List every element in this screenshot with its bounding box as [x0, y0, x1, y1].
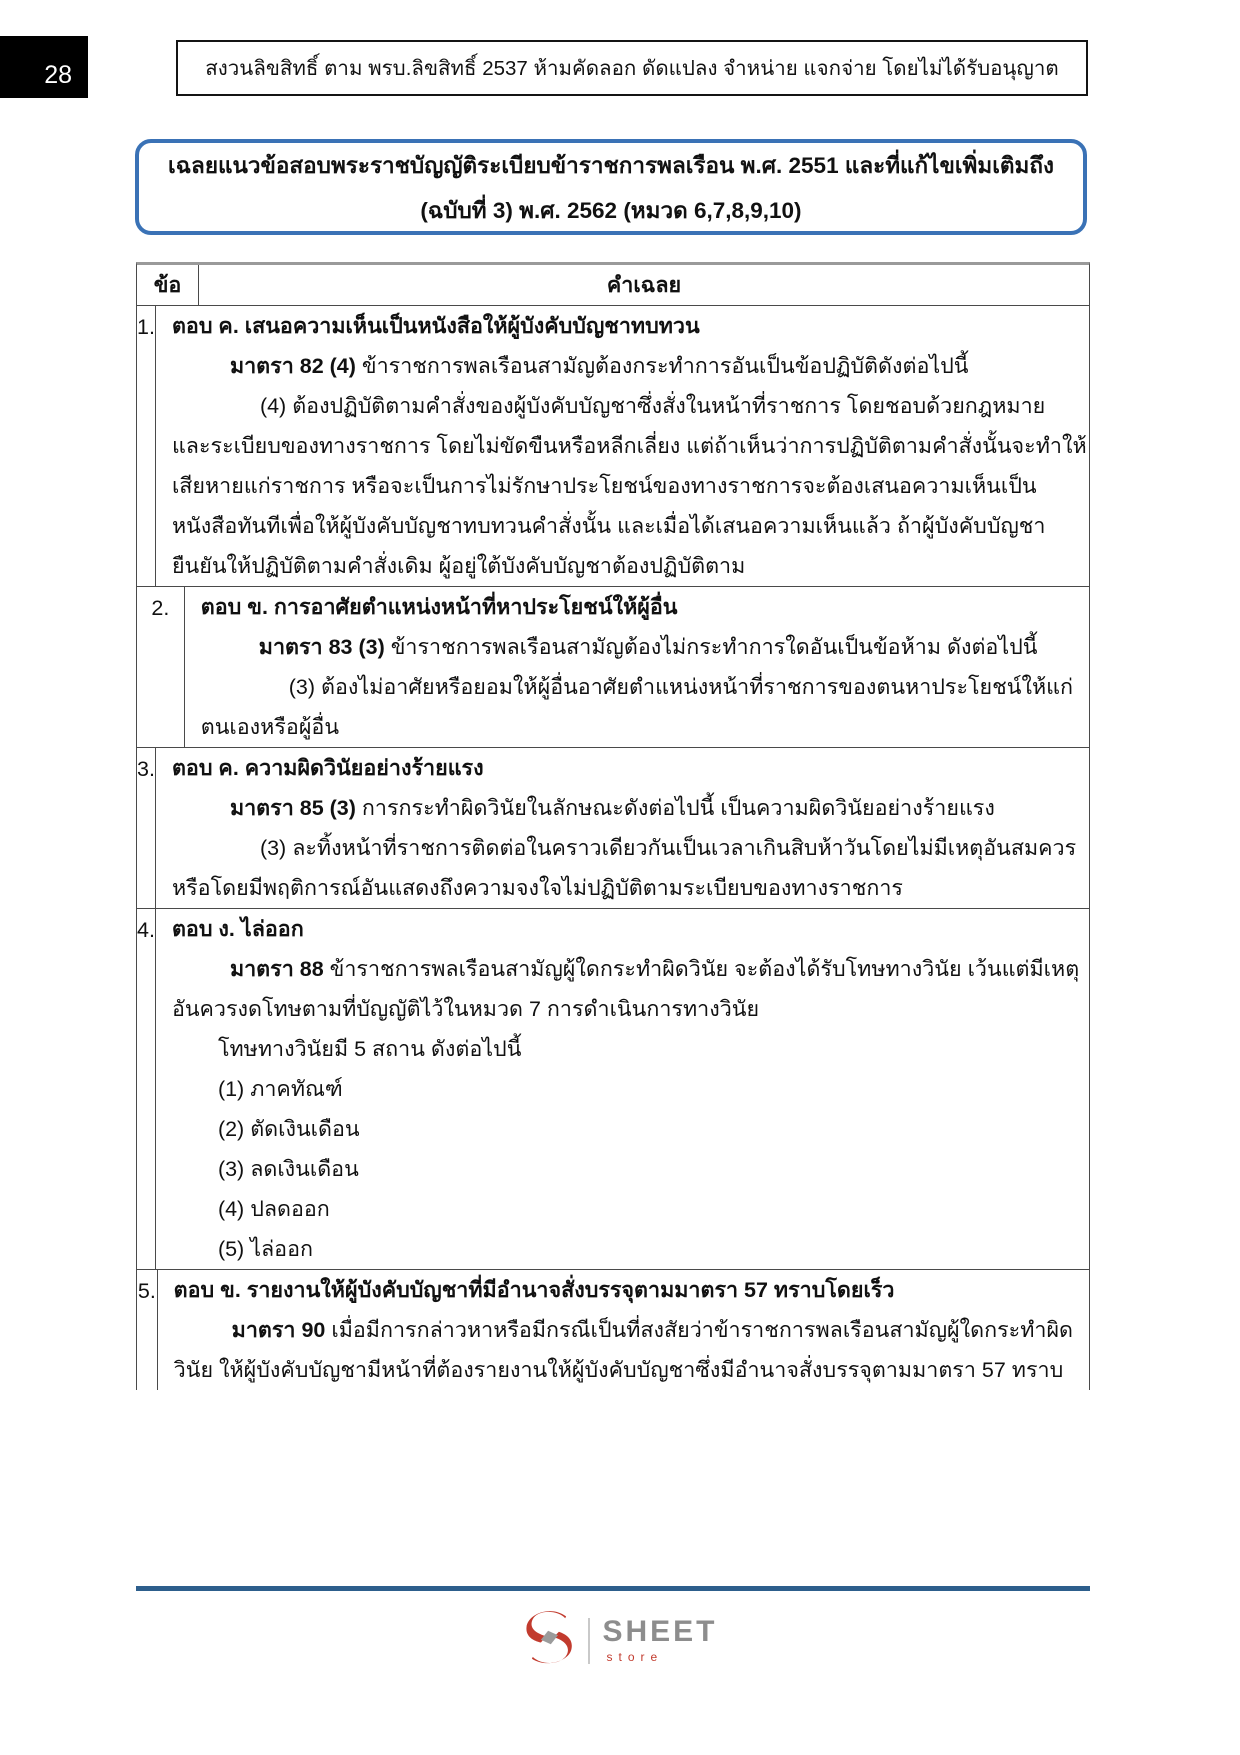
brand-name: SHEET	[602, 1615, 718, 1648]
answer-line: (3) ละทิ้งหน้าที่ราชการติดต่อในคราวเดียวกันเป็นเวลาเกินสิบห้าวันโดยไม่มีเหตุอันสมควร	[259, 836, 1077, 860]
answer-line: (4) ปลดออก	[217, 1197, 330, 1221]
brand-subtitle: store	[606, 1650, 664, 1664]
answer-line: หนังสือทันทีเพื่อให้ผู้บังคับบัญชาทบทวนคำสั่งนั้น และเมื่อได้เสนอความเห็นแล้ว ถ้าผู้บังคับบัญชา	[171, 514, 1046, 538]
row-number: 5.	[137, 1270, 158, 1390]
answer-line: (5) ไล่ออก	[217, 1237, 314, 1261]
answer-line: (3) ลดเงินเดือน	[217, 1157, 359, 1181]
copyright-text: สงวนลิขสิทธิ์ ตาม พรบ.ลิขสิทธิ์ 2537 ห้ามคัดลอก ดัดแปลง จำหน่าย แจกจ่าย โดยไม่ได้รับอนุญาต	[205, 56, 1059, 80]
answer-line: มาตรา 90 เมื่อมีการกล่าวหาหรือมีกรณีเป็นที่สงสัยว่าข้าราชการพลเรือนสามัญผู้ใดกระทำผิด	[231, 1318, 1073, 1342]
row-answer	[156, 909, 1095, 1269]
answer-line: ตอบ ข. การอาศัยตำแหน่งหน้าที่หาประโยชน์ให้ผู้อื่น	[200, 595, 678, 619]
answer-line: (4) ต้องปฏิบัติตามคำสั่งของผู้บังคับบัญชาซึ่งสั่งในหน้าที่ราชการ โดยชอบด้วยกฎหมาย	[259, 394, 1046, 418]
answer-line: อันควรงดโทษตามที่บัญญัติไว้ในหมวด 7 การดำเนินการทางวินัย	[171, 997, 760, 1021]
answer-line: มาตรา 83 (3) ข้าราชการพลเรือนสามัญต้องไม่กระทำการใดอันเป็นข้อห้าม ดังต่อไปนี้	[258, 635, 1038, 659]
table-row	[137, 748, 1089, 909]
brand-text-block	[602, 1617, 717, 1664]
table-row	[137, 306, 1089, 587]
logo-s-icon	[522, 1608, 576, 1673]
row-answer	[185, 587, 1089, 747]
row-number: 2.	[137, 587, 185, 747]
answer-line: และระเบียบของทางราชการ โดยไม่ขัดขืนหรือหลีกเลี่ยง แต่ถ้าเห็นว่าการปฏิบัติตามคำสั่งนั้นจะทำให้	[171, 434, 1087, 458]
table-row	[137, 587, 1089, 748]
answer-table	[136, 262, 1090, 1390]
row-number: 1.	[137, 306, 156, 586]
table-row	[137, 1270, 1089, 1390]
row-number: 3.	[137, 748, 156, 908]
answer-line: ตนเองหรือผู้อื่น	[200, 715, 340, 739]
answer-line: เสียหายแก่ราชการ หรือจะเป็นการไม่รักษาประโยชน์ของทางราชการจะต้องเสนอความเห็นเป็น	[171, 474, 1037, 498]
answer-line: โทษทางวินัยมี 5 สถาน ดังต่อไปนี้	[217, 1037, 522, 1061]
row-number: 4.	[137, 909, 156, 1269]
answer-line: ยืนยันให้ปฏิบัติตามคำสั่งเดิม ผู้อยู่ใต้บังคับบัญชาต้องปฏิบัติตาม	[171, 554, 746, 578]
row-answer	[156, 306, 1103, 586]
answer-line: วินัย ให้ผู้บังคับบัญชามีหน้าที่ต้องรายงานให้ผู้บังคับบัญชาซึ่งมีอำนาจสั่งบรรจุตามมาตรา 57 ทราบ	[173, 1358, 1064, 1382]
copyright-banner	[176, 40, 1088, 96]
answer-line: ตอบ ค. เสนอความเห็นเป็นหนังสือให้ผู้บังคับบัญชาทบทวน	[171, 314, 700, 338]
title-box	[135, 139, 1087, 235]
column-header-answer: คำเฉลย	[606, 273, 682, 297]
title-line-2: (ฉบับที่ 3) พ.ศ. 2562 (หมวด 6,7,8,9,10)	[420, 197, 802, 223]
footer-rule	[136, 1586, 1090, 1591]
row-answer	[158, 1270, 1089, 1390]
answer-line: (3) ต้องไม่อาศัยหรือยอมให้ผู้อื่นอาศัยตำแหน่งหน้าที่ราชการของตนหาประโยชน์ให้แก่	[288, 675, 1073, 699]
table-row	[137, 909, 1089, 1270]
column-header-no: ข้อ	[137, 265, 199, 305]
logo-divider	[588, 1618, 590, 1664]
sheet-store-logo	[0, 1608, 1240, 1673]
answer-line: ตอบ ค. ความผิดวินัยอย่างร้ายแรง	[171, 756, 484, 780]
answer-line: ตอบ ง. ไล่ออก	[171, 917, 304, 941]
row-answer	[156, 748, 1092, 908]
answer-line: มาตรา 85 (3) การกระทำผิดวินัยในลักษณะดังต่อไปนี้ เป็นความผิดวินัยอย่างร้ายแรง	[229, 796, 995, 820]
answer-line: (1) ภาคทัณฑ์	[217, 1077, 343, 1101]
page-number: 28	[0, 36, 88, 98]
answer-line: มาตรา 88 ข้าราชการพลเรือนสามัญผู้ใดกระทำผิดวินัย จะต้องได้รับโทษทางวินัย เว้นแต่มีเหตุ	[229, 957, 1080, 981]
table-body	[137, 306, 1089, 1390]
table-header-row	[137, 265, 1089, 306]
answer-line: (2) ตัดเงินเดือน	[217, 1117, 360, 1141]
answer-line: มาตรา 82 (4) ข้าราชการพลเรือนสามัญต้องกระทำการอันเป็นข้อปฏิบัติดังต่อไปนี้	[229, 354, 969, 378]
answer-line: ตอบ ข. รายงานให้ผู้บังคับบัญชาที่มีอำนาจสั่งบรรจุตามมาตรา 57 ทราบโดยเร็ว	[173, 1278, 895, 1302]
title-line-1: เฉลยแนวข้อสอบพระราชบัญญัติระเบียบข้าราชการพลเรือน พ.ศ. 2551 และที่แก้ไขเพิ่มเติมถึง	[168, 152, 1054, 178]
answer-line: หรือโดยมีพฤติการณ์อันแสดงถึงความจงใจไม่ปฏิบัติตามระเบียบของทางราชการ	[171, 876, 903, 900]
